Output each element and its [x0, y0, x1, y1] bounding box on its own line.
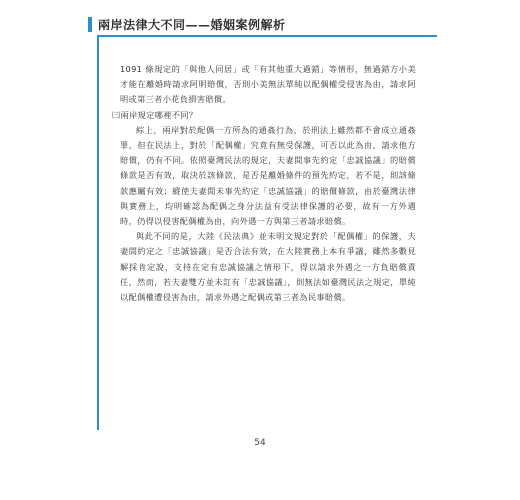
- header-divider: [97, 35, 437, 37]
- section-heading: ㈢兩岸規定哪裡不同？: [112, 109, 198, 120]
- paragraph-comparison: 與此不同的是，大陸《民法典》並未明文規定對於「配偶權」的保護，夫妻間約定之「忠誠協議」是否合法有效，在大陸實務上本有爭議，雖然多數見解採肯定說，支持在定有忠誠協議之情形下，得以請求外遇之一方負賠償責任，然而，若夫妻雙方並未訂有「忠誠協議」，則無法如臺灣民法之規定，單純以配偶權遭侵害為由，請求外遇之配偶或第三者為民事賠償。: [120, 231, 416, 303]
- header-accent-mark: [88, 17, 92, 32]
- page-number: 54: [254, 438, 266, 448]
- paragraph-summary: 綜上，兩岸對於配偶一方所為的通姦行為，於刑法上雖然都不會成立通姦罪，但在民法上，對於「配偶權」究竟有無受保護，可否以此為由，請求他方賠償，仍有不同。依照臺灣民法的規定，夫妻間事先約定「忠誠協議」的賠償條款是否有效，取決於該條款，是否是離婚條件的預先約定，若不是，則該條款應屬有效；縱使夫妻間未事先約定「忠誠協議」的賠償條款，由於臺灣法律與實務上，均明確認為配偶之身分法益有受法律保護的必要，故有一方外遇時，仍得以侵害配偶權為由，向外遇一方與第三者請求賠償。: [120, 124, 416, 227]
- running-header-title: 兩岸法律大不同——婚姻案例解析: [98, 18, 286, 32]
- side-margin-rule: [97, 35, 99, 430]
- body-text: [112, 62, 416, 305]
- paragraph-continued: 1091 條規定的「與他人同居」或「有其他重大過錯」等情形，無過錯方小美才能在離婚時請求阿明賠償，否則小美無法單純以配偶權受侵害為由，請求阿明或第三者小花負損害賠償。: [120, 64, 416, 105]
